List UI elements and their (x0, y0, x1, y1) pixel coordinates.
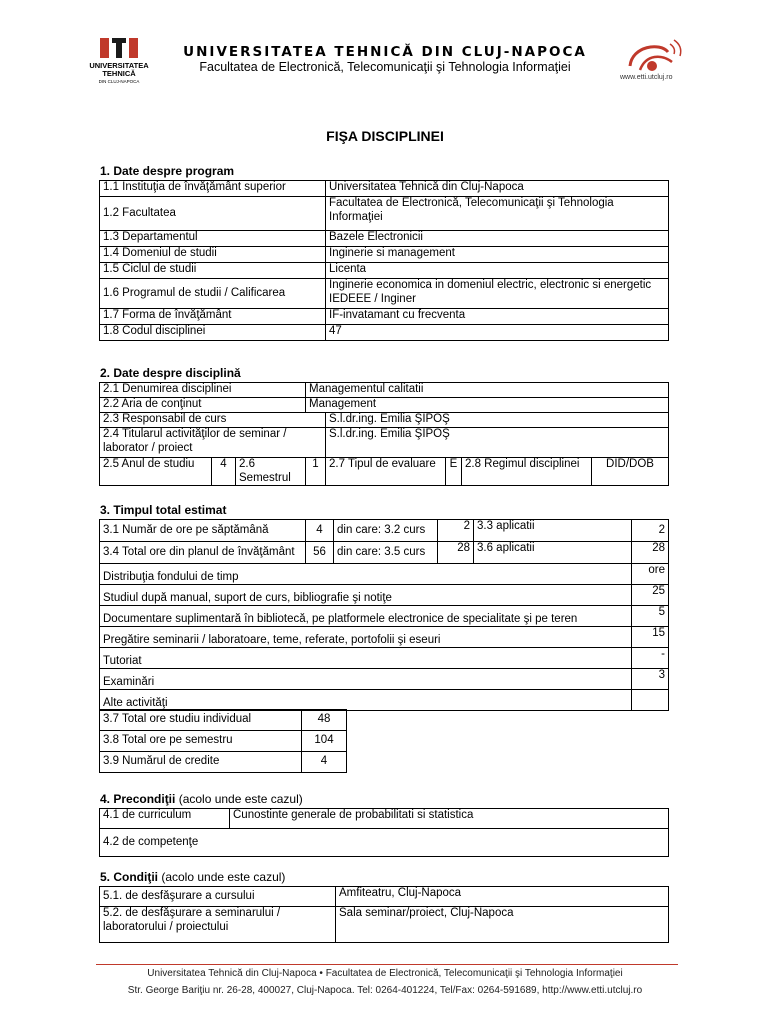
label-cell: 2.4 Titularul activităţilor de seminar / laborator / proiect (100, 428, 326, 458)
label-cell: 2.2 Aria de conţinut (100, 398, 306, 413)
label-cell: 5.2. de desfăşurare a seminarului / laboratorului / proiectului (100, 907, 336, 943)
value-cell: 5 (632, 606, 669, 627)
label-cell: 2.1 Denumirea disciplinei (100, 383, 306, 398)
value-cell: Bazele Electronicii (326, 231, 669, 247)
label-cell: 3.9 Numărul de credite (100, 752, 302, 773)
value-cell: 56 (306, 542, 334, 564)
logo-text-3: DIN CLUJ-NAPOCA (98, 79, 140, 84)
preconditions-table (99, 808, 669, 857)
value-cell: 3 (632, 669, 669, 690)
value-cell: 28 (632, 542, 669, 564)
regime-label: 2.8 Regimul disciplinei (462, 458, 592, 486)
label-cell: din care: 3.5 curs (334, 542, 438, 564)
label-cell: 1.6 Programul de studii / Calificarea (100, 279, 326, 309)
value-cell: ore (632, 564, 669, 585)
year-label: 2.5 Anul de studiu (100, 458, 212, 486)
value-cell: 104 (302, 731, 347, 752)
time-table (99, 519, 669, 711)
conditions-table (99, 886, 669, 943)
value-cell: Inginerie si management (326, 247, 669, 263)
section-3-title: 3. Timpul total estimat (100, 503, 227, 517)
label-cell: Examinări (100, 669, 632, 690)
value-cell: Inginerie economica in domeniul electric, electronic si energetic IEDEEE / Inginer (326, 279, 669, 309)
footer-address-line-2: Str. George Bariţiu nr. 26-28, 400027, Cluj-Napoca. Tel: 0264-401224, Tel/Fax: 0264-591689, http://www.etti.utcluj.ro (127, 985, 643, 996)
label-cell: 3.4 Total ore din planul de învăţământ (100, 542, 306, 564)
faculty-name: Facultatea de Electronică, Telecomunicaţii şi Tehnologia Informaţiei (199, 60, 571, 74)
section-4-note: (acolo unde este cazul) (175, 792, 303, 806)
label-cell: 1.8 Codul disciplinei (100, 325, 326, 341)
etti-url: www.etti.utcluj.ro (620, 74, 673, 81)
value-cell: 28 (438, 542, 474, 564)
section-2-title: 2. Date despre disciplină (100, 366, 241, 380)
evaluation-label: 2.7 Tipul de evaluare (326, 458, 446, 486)
value-cell: - (632, 648, 669, 669)
section-1-title: 1. Date despre program (100, 164, 235, 178)
regime-value: DID/DOB (592, 458, 669, 486)
year-value: 4 (212, 458, 236, 486)
university-name: UNIVERSITATEA TEHNICĂ DIN CLUJ-NAPOCA (183, 44, 587, 60)
label-cell: 1.2 Facultatea (100, 197, 326, 231)
label-cell: 5.1. de desfăşurare a cursului (100, 887, 336, 907)
label-cell: Pregătire seminarii / laboratoare, teme, referate, portofolii şi eseuri (100, 627, 632, 648)
value-cell: 4 (302, 752, 347, 773)
value-cell: Amfiteatru, Cluj-Napoca (336, 887, 669, 907)
discipline-table (99, 382, 669, 486)
label-cell: 1.5 Ciclul de studii (100, 263, 326, 279)
value-cell: 48 (302, 710, 347, 731)
label-cell: 3.3 aplicatii (474, 520, 632, 542)
section-5-note: (acolo unde este cazul) (158, 870, 286, 884)
footer-address-line-1: Universitatea Tehnică din Cluj-Napoca • Facultatea de Electronică, Telecomunicaţii şi Tehnologia Informaţiei (147, 968, 623, 979)
section-5-title (100, 870, 285, 884)
value-cell: S.l.dr.ing. Emilia ŞIPOŞ (326, 413, 669, 428)
label-cell: 1.3 Departamentul (100, 231, 326, 247)
semester-label: 2.6 Semestrul (236, 458, 306, 486)
document-title: FIŞA DISCIPLINEI (326, 128, 444, 144)
footer-rule (96, 964, 678, 965)
value-cell: Sala seminar/proiect, Cluj-Napoca (336, 907, 669, 943)
label-cell: 3.6 aplicatii (474, 542, 632, 564)
label-cell: Tutoriat (100, 648, 632, 669)
value-cell: Cunostinte generale de probabilitati si statistica (230, 809, 669, 829)
label-cell: Studiul după manual, suport de curs, bibliografie şi notiţe (100, 585, 632, 606)
value-cell: IF-invatamant cu frecventa (326, 309, 669, 325)
value-cell: 47 (326, 325, 669, 341)
value-cell: 25 (632, 585, 669, 606)
section-4-title (100, 792, 303, 806)
label-cell: Distribuţia fondului de timp (100, 564, 632, 585)
label-cell: 2.3 Responsabil de curs (100, 413, 326, 428)
value-cell: S.l.dr.ing. Emilia ŞIPOŞ (326, 428, 669, 458)
logo-text-2: TEHNICĂ (102, 69, 136, 78)
label-cell: 1.1 Instituţia de învăţământ superior (100, 181, 326, 197)
label-cell: 3.7 Total ore studiu individual (100, 710, 302, 731)
section-4-title-text: 4. Precondiţii (100, 792, 176, 806)
evaluation-value: E (446, 458, 462, 486)
label-cell: 4.1 de curriculum (100, 809, 230, 829)
value-cell: 2 (632, 520, 669, 542)
logo-text-1: UNIVERSITATEA (89, 61, 149, 70)
value-cell: Licenta (326, 263, 669, 279)
value-cell: 15 (632, 627, 669, 648)
label-cell: 3.1 Număr de ore pe săptămână (100, 520, 306, 542)
section-5-title-text: 5. Condiţii (100, 870, 158, 884)
value-cell: 2 (438, 520, 474, 542)
label-cell: din care: 3.2 curs (334, 520, 438, 542)
label-cell: 1.7 Forma de învăţământ (100, 309, 326, 325)
label-cell: 3.8 Total ore pe semestru (100, 731, 302, 752)
label-cell: Alte activităţi (100, 690, 632, 711)
label-cell: 4.2 de competenţe (100, 829, 669, 857)
value-cell: Managementul calitatii (306, 383, 669, 398)
university-logo (82, 36, 156, 94)
label-cell: 1.4 Domeniul de studii (100, 247, 326, 263)
value-cell (632, 690, 669, 711)
program-table (99, 180, 669, 341)
semester-value: 1 (306, 458, 326, 486)
value-cell: Facultatea de Electronică, Telecomunicaţii şi Tehnologia Informaţiei (326, 197, 669, 231)
value-cell: 4 (306, 520, 334, 542)
totals-table (99, 709, 347, 773)
label-cell: Documentare suplimentară în bibliotecă, pe platformele electronice de specialitate şi pe teren (100, 606, 632, 627)
value-cell: Universitatea Tehnică din Cluj-Napoca (326, 181, 669, 197)
value-cell: Management (306, 398, 669, 413)
